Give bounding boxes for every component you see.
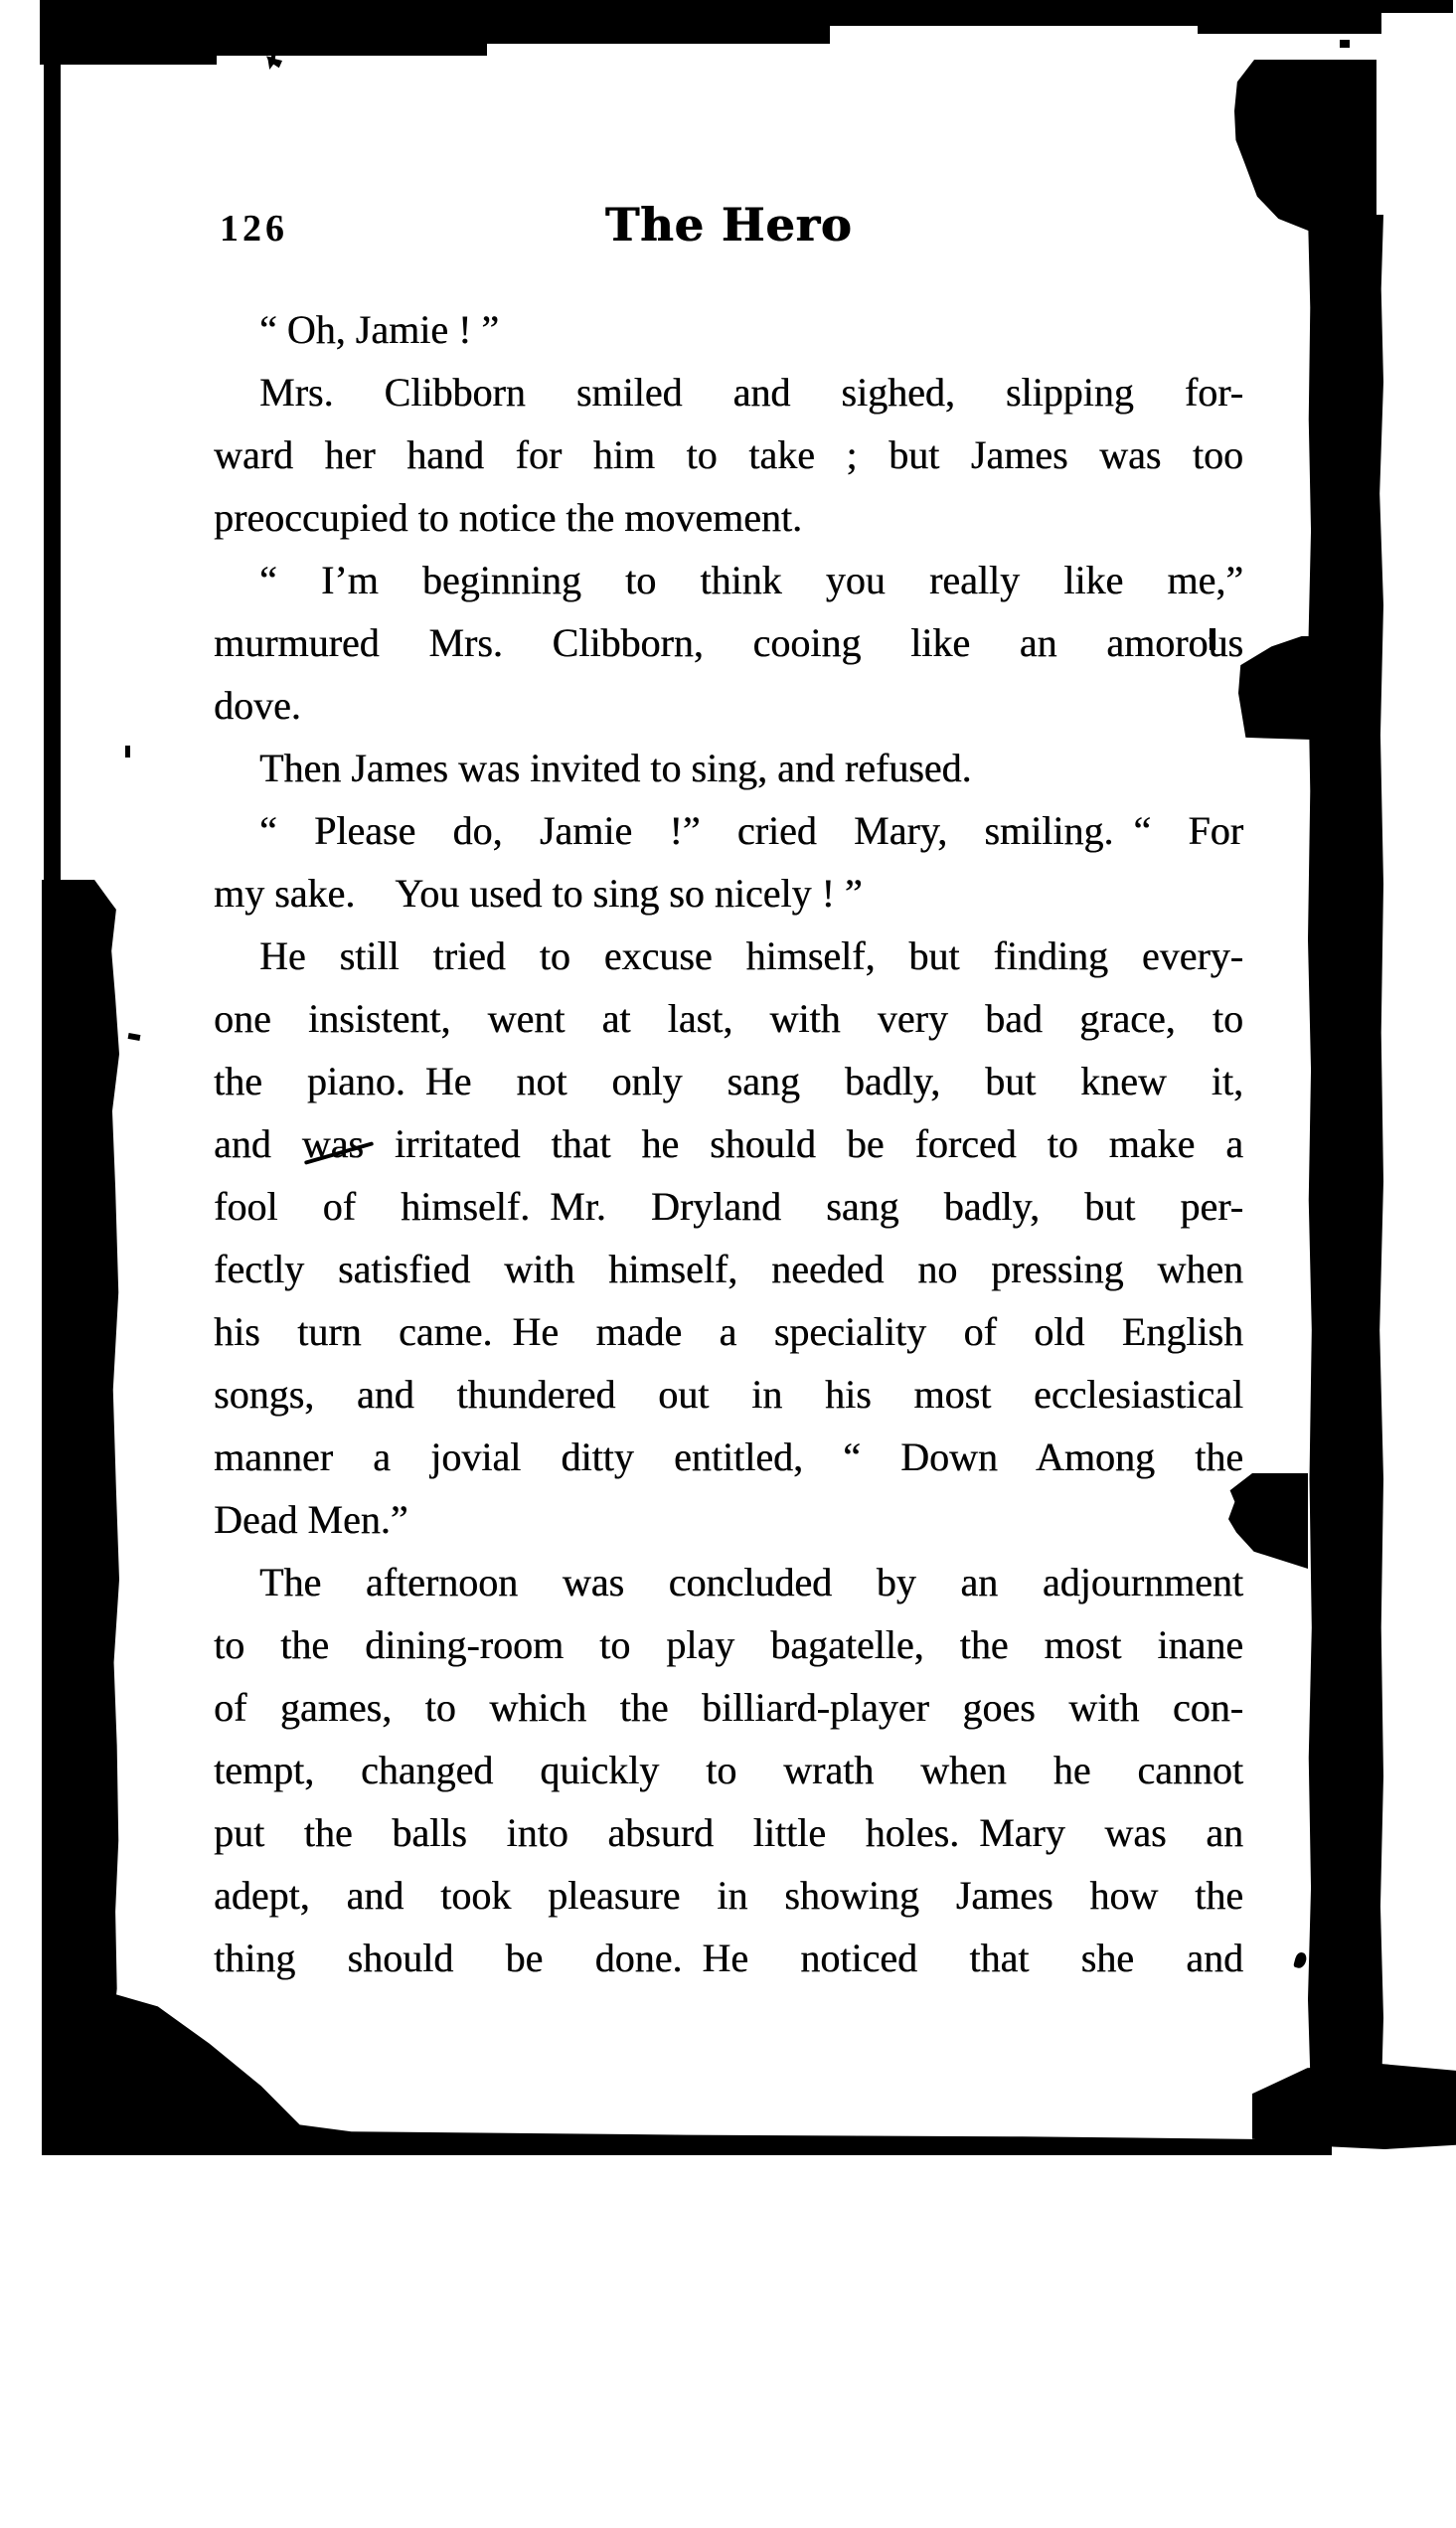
running-title: The Hero <box>604 198 853 252</box>
scan-border-right-bump-upper <box>1238 636 1312 740</box>
text-line: thing should be done. He noticed that she and <box>214 1936 1243 1980</box>
text-line: manner a jovial ditty entitled, “ Down Among the <box>214 1434 1243 1479</box>
text-line: the piano. He not only sang badly, but knew it, <box>214 1059 1243 1103</box>
scan-border-right-column <box>1308 215 1383 2074</box>
scan-border-bottom-right <box>1252 2064 1456 2149</box>
scan-border-top-left-thick <box>40 0 217 65</box>
text-line: “ Please do, Jamie !” cried Mary, smiling. “ For <box>259 808 1243 853</box>
text-line: ward her hand for him to take ; but James was too <box>214 432 1243 477</box>
text-line: tempt, changed quickly to wrath when he cannot <box>214 1748 1243 1792</box>
text-line: The afternoon was concluded by an adjournment <box>259 1560 1243 1604</box>
ink-speck-top-right <box>1340 40 1350 48</box>
scan-border-left-column <box>42 880 119 2066</box>
text-line: to the dining-room to play bagatelle, the most inane <box>214 1622 1243 1667</box>
scan-border-top-far-right <box>1198 0 1381 34</box>
text-line: dove. <box>214 683 301 728</box>
scan-border-left-strip <box>44 54 61 895</box>
text-line: Dead Men.” <box>214 1497 408 1542</box>
text-line: and was irritated that he should be forced to make a <box>214 1121 1243 1166</box>
text-line: “ Oh, Jamie ! ” <box>259 307 500 352</box>
text-line: “ I’m beginning to think you really like me,” <box>259 558 1243 602</box>
text-block <box>214 298 1243 1989</box>
text-line: adept, and took pleasure in showing James how the <box>214 1873 1243 1918</box>
text-line: songs, and thundered out in his most ecclesiastical <box>214 1372 1243 1417</box>
text-line: murmured Mrs. Clibborn, cooing like an amorous <box>214 620 1243 665</box>
text-line: one insistent, went at last, with very bad grace, to <box>214 996 1243 1041</box>
text-line: my sake. You used to sing so nicely ! ” <box>214 871 863 916</box>
text-line: preoccupied to notice the movement. <box>214 495 803 540</box>
text-line: of games, to which the billiard-player goes with con- <box>214 1685 1243 1730</box>
ink-dash-left-margin <box>128 1033 141 1041</box>
text-line: He still tried to excuse himself, but finding every- <box>259 933 1243 978</box>
text-line: Mrs. Clibborn smiled and sighed, slipping for- <box>259 370 1243 415</box>
text-line: fool of himself. Mr. Dryland sang badly, but per- <box>214 1184 1243 1229</box>
ink-tick-left-margin <box>125 746 130 758</box>
text-line: fectly satisfied with himself, needed no pressing when <box>214 1247 1243 1291</box>
scan-border-top-corner <box>1379 0 1453 13</box>
scan-border-top-mid <box>482 0 830 44</box>
page-number: 126 <box>220 208 288 250</box>
text-line: put the balls into absurd little holes. Mary was an <box>214 1810 1243 1855</box>
text-line: his turn came. He made a speciality of old English <box>214 1309 1243 1354</box>
scan-border-right-top-blob <box>1234 60 1376 231</box>
scan-border-top-right <box>825 0 1201 26</box>
scan-border-bottom-left-blob <box>42 1986 1332 2155</box>
ink-blot-right-margin <box>1293 1951 1308 1969</box>
text-line: Then James was invited to sing, and refused. <box>259 746 972 790</box>
